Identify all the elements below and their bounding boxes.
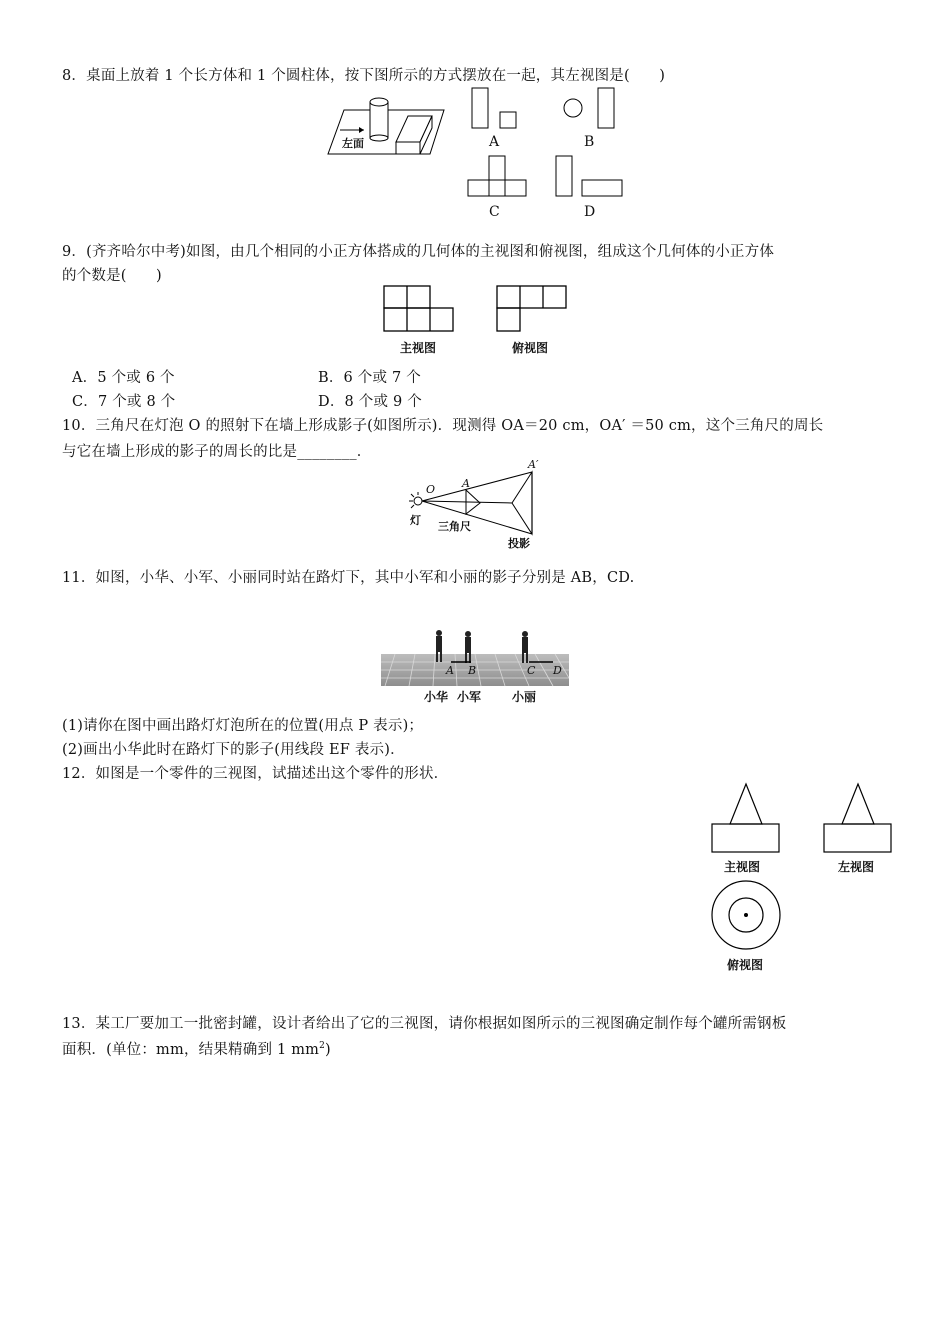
q9-option-a: A．5 个或 6 个 [72, 370, 175, 386]
q13-text-line2-main: 面积．(单位：mm，结果精确到 1 mm [62, 1042, 320, 1058]
q11-name-xiaojun: 小军 [457, 690, 482, 704]
q12-front-view-caption: 主视图 [724, 860, 761, 874]
q11-point-b: B [468, 664, 477, 677]
q12-top-view-figure [710, 880, 782, 952]
q9-text-line1: 9．(齐齐哈尔中考)如图，由几个相同的小正方体搭成的几何体的主视图和俯视图，组成这个几何体的小正方体 [62, 244, 775, 260]
q8-option-a-figure [470, 88, 520, 130]
q8-text: 8．桌面上放着 1 个长方体和 1 个圆柱体，按下图所示的方式摆放在一起，其左视图是( ) [62, 68, 666, 84]
q8-option-c-figure [466, 156, 530, 198]
q9-option-c: C．7 个或 8 个 [72, 394, 176, 410]
q10-text-line2: 与它在墙上形成的影子的周长的比是________． [62, 444, 372, 460]
q11-text: 11．如图，小华、小军、小丽同时站在路灯下，其中小军和小丽的影子分别是 AB，CD. [62, 570, 635, 586]
q10-text-line1: 10．三角尺在灯泡 O 的照射下在墙上形成影子(如图所示)．现测得 OA＝20 cm，OA′ ＝50 cm，这个三角尺的周长 [62, 418, 824, 434]
q11-subquestion-1: (1)请你在图中画出路灯灯泡所在的位置(用点 P 表示)； [62, 718, 424, 734]
q11-name-xiaoli: 小丽 [512, 690, 537, 704]
q12-text: 12．如图是一个零件的三视图，试描述出这个零件的形状． [62, 766, 449, 782]
q12-left-view-caption: 左视图 [838, 860, 875, 874]
q12-front-view-figure [710, 782, 782, 854]
q8-option-d-figure [554, 156, 626, 198]
q10-projection-figure [408, 464, 548, 536]
q10-point-a-prime: A′ [528, 458, 539, 471]
q9-option-d: D．8 个或 9 个 [318, 394, 422, 410]
q11-name-xiaohua: 小华 [424, 690, 449, 704]
q9-text-line2: 的个数是( ) [62, 268, 162, 284]
q11-point-c: C [527, 664, 536, 677]
q10-point-o: O [426, 483, 436, 496]
q8-option-d: D [584, 204, 596, 220]
q10-point-a: A [462, 477, 470, 490]
q8-option-c: C [489, 204, 500, 220]
q13-superscript: 2 [319, 1041, 326, 1052]
q9-top-view-figure [495, 284, 569, 334]
q13-text-line2-end: ) [325, 1042, 331, 1058]
q11-subquestion-2: (2)画出小华此时在路灯下的影子(用线段 EF 表示)． [62, 742, 405, 758]
q11-streetlight-figure [381, 628, 569, 686]
q13-text-line1: 13．某工厂要加工一批密封罐，设计者给出了它的三视图，请你根据如图所示的三视图确定制作每个罐所需钢板 [62, 1016, 787, 1032]
q9-option-b: B．6 个或 7 个 [318, 370, 421, 386]
q11-point-d: D [553, 664, 562, 677]
q10-shadow-label: 投影 [508, 537, 530, 550]
q10-lamp-label: 灯 [410, 514, 421, 527]
q12-left-view-figure [822, 782, 894, 854]
q9-front-view-figure [382, 284, 456, 334]
q8-option-b-figure [562, 88, 618, 130]
q8-option-b: B [584, 134, 595, 150]
q12-top-view-caption: 俯视图 [727, 958, 764, 972]
q9-top-view-caption: 俯视图 [512, 341, 549, 355]
q8-option-a: A [489, 134, 500, 150]
q8-left-face-label: 左面 [342, 137, 364, 150]
q13-text-line2 [62, 1038, 331, 1059]
q10-ruler-label: 三角尺 [438, 520, 471, 533]
q9-front-view-caption: 主视图 [400, 341, 437, 355]
q11-point-a: A [446, 664, 454, 677]
